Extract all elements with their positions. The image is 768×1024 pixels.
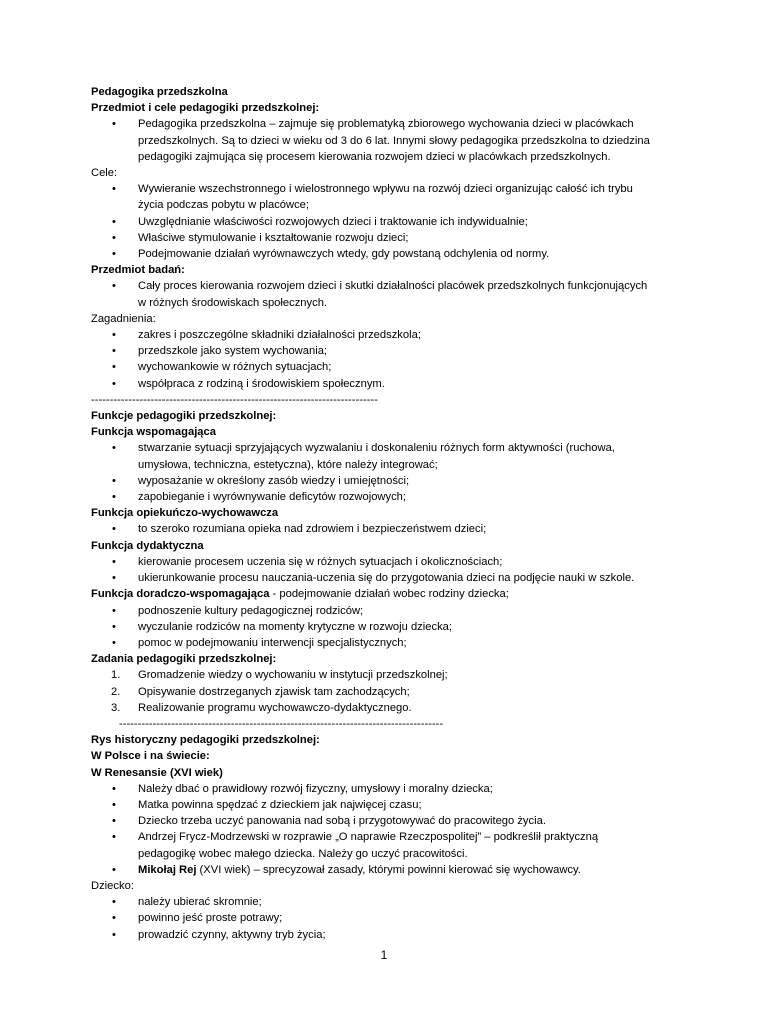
bullet-marker: • xyxy=(112,280,116,293)
item-text: Podejmowanie działań wyrównawczych wtedy, gdy powstaną odchylenia od normy. xyxy=(138,248,550,261)
bullet-marker: • xyxy=(112,604,116,617)
item-text: wyposażanie w określony zasób wiedzy i umiejętności; xyxy=(138,474,410,487)
list-item xyxy=(91,619,671,635)
bullet-marker: • xyxy=(112,831,116,844)
item-text: życia podczas pobytu w placówce; xyxy=(138,199,310,212)
item-text: Andrzej Frycz-Modrzewski w rozprawie „O naprawie Rzeczpospolitej” – podkreślił praktyczną xyxy=(138,831,599,844)
list-item xyxy=(91,570,671,586)
bullet-marker: • xyxy=(112,248,116,261)
list-item xyxy=(91,927,671,943)
list-item xyxy=(91,359,671,375)
list-item xyxy=(91,829,671,861)
label: Dziecko: xyxy=(91,879,134,892)
item-text: Cały proces kierowania rozwojem dzieci i skutki działalności placówek przedszkolnych funkcjonujących xyxy=(138,280,648,293)
subheading: Funkcja wspomagająca xyxy=(91,426,216,439)
subheading: Funkcja opiekuńczo-wychowawcza xyxy=(91,507,279,520)
document-body xyxy=(91,84,671,943)
item-text: wychowankowie w różnych sytuacjach; xyxy=(138,361,332,374)
section-heading: Funkcje pedagogiki przedszkolnej: xyxy=(91,410,277,423)
document-title: Pedagogika przedszkolna xyxy=(91,86,228,98)
item-text: zakres i poszczególne składniki działalności przedszkola; xyxy=(138,329,421,342)
list-number: 1. xyxy=(111,669,121,682)
list-item xyxy=(91,862,671,878)
list-item xyxy=(91,376,671,392)
list-item xyxy=(91,635,671,651)
bullet-marker: • xyxy=(112,118,116,131)
list-item xyxy=(91,603,671,619)
separator-line: ----------------------------------------------------------------------------- xyxy=(91,393,378,406)
list-item xyxy=(91,246,671,262)
subheading: Przedmiot badań: xyxy=(91,264,185,277)
item-text: Gromadzenie wiedzy o wychowaniu w instytucji przedszkolnej; xyxy=(138,669,448,682)
list-item xyxy=(91,181,671,213)
bullet-marker: • xyxy=(112,782,116,795)
subheading: Funkcja dydaktyczna xyxy=(91,539,204,552)
list-item xyxy=(91,813,671,829)
subheading: Zadania pedagogiki przedszkolnej: xyxy=(91,653,277,666)
bullet-marker: • xyxy=(112,815,116,828)
item-text: pedagogikę wobec małego dziecka. Należy go uczyć pracowitości. xyxy=(138,847,468,860)
list-item xyxy=(91,230,671,246)
item-text: umysłowa, techniczna, estetyczna), które należy integrować; xyxy=(138,458,438,471)
item-text: Dziecko trzeba uczyć panowania nad sobą i przygotowywać do pracowitego życia. xyxy=(138,815,546,828)
bullet-marker: • xyxy=(112,329,116,342)
list-item xyxy=(91,343,671,359)
item-text: w różnych środowiskach społecznych. xyxy=(138,296,328,309)
item-text-rest: (XVI wiek) – sprecyzował zasady, którymi powinni kierować się wychowawcy. xyxy=(196,863,581,876)
bullet-marker: • xyxy=(112,523,116,536)
item-text: pedagogiki zajmująca się procesem kierowania rozwojem dzieci w placówkach przedszkolnych. xyxy=(138,150,611,163)
item-text: pomoc w podejmowaniu interwencji specjalistycznych; xyxy=(138,636,407,649)
list-item xyxy=(91,440,671,472)
list-item xyxy=(91,473,671,489)
list-item xyxy=(91,214,671,230)
item-text: Należy dbać o prawidłowy rozwój fizyczny, umysłowy i moralny dziecka; xyxy=(138,782,493,795)
bullet-marker: • xyxy=(112,377,116,390)
bullet-marker: • xyxy=(112,912,116,925)
item-text: to szeroko rozumiana opieka nad zdrowiem i bezpieczeństwem dzieci; xyxy=(138,523,487,536)
list-number: 2. xyxy=(111,685,121,698)
list-item xyxy=(91,910,671,926)
item-text: Realizowanie programu wychowawczo-dydaktycznego. xyxy=(138,701,412,714)
list-number: 3. xyxy=(111,701,121,714)
page-number: 1 xyxy=(380,948,388,962)
bullet-marker: • xyxy=(112,636,116,649)
section-heading: Przedmiot i cele pedagogiki przedszkolnej: xyxy=(91,102,320,115)
bullet-marker: • xyxy=(112,215,116,228)
subheading-row xyxy=(91,586,671,602)
bullet-marker: • xyxy=(112,183,116,196)
separator-line: --------------------------------------------------------------------------------------- xyxy=(119,717,444,730)
bullet-marker: • xyxy=(112,798,116,811)
list-item xyxy=(91,278,671,310)
item-text: stwarzanie sytuacji sprzyjających wyzwalaniu i doskonaleniu różnych form aktywności (ruchowa, xyxy=(138,442,615,455)
bullet-marker: • xyxy=(112,231,116,244)
item-text: Właściwe stymulowanie i kształtowanie rozwoju dzieci; xyxy=(138,231,409,244)
item-text: ukierunkowanie procesu nauczania-uczenia się do przygotowania dzieci na podjęcie nauki w szkole. xyxy=(138,572,635,585)
bullet-marker: • xyxy=(112,345,116,358)
subheading-description: - podejmowanie działań wobec rodziny dziecka; xyxy=(269,588,509,601)
item-text: przedszkole jako system wychowania; xyxy=(138,345,328,358)
list-item xyxy=(91,489,671,505)
item-text: Wywieranie wszechstronnego i wielostronnego wpływu na rozwój dzieci organizując całość ich trybu xyxy=(138,183,633,196)
item-text: należy ubierać skromnie; xyxy=(138,896,262,909)
bullet-marker: • xyxy=(112,474,116,487)
item-text: kierowanie procesem uczenia się w różnych sytuacjach i okolicznościach; xyxy=(138,555,503,568)
item-text: Opisywanie dostrzeganych zjawisk tam zachodzących; xyxy=(138,685,410,698)
item-text: współpraca z rodziną i środowiskiem społecznym. xyxy=(138,377,385,390)
bullet-marker: • xyxy=(112,555,116,568)
item-text: Uwzględnianie właściwości rozwojowych dzieci i traktowanie ich indywidualnie; xyxy=(138,215,528,228)
item-text: przedszkolnych. Są to dzieci w wieku od 3 do 6 lat. Innymi słowy pedagogika przedszkolna to dziedzina xyxy=(138,134,650,147)
list-item xyxy=(91,894,671,910)
subheading: W Polsce i na świecie: xyxy=(91,750,210,763)
subheading: Funkcja doradczo-wspomagająca xyxy=(91,588,270,601)
list-item xyxy=(91,554,671,570)
item-text: prowadzić czynny, aktywny tryb życia; xyxy=(138,928,326,941)
section-heading: Rys historyczny pedagogiki przedszkolnej: xyxy=(91,734,320,747)
list-item xyxy=(91,797,671,813)
bullet-marker: • xyxy=(112,491,116,504)
bullet-marker: • xyxy=(112,442,116,455)
numbered-item xyxy=(91,667,671,683)
item-text: zapobieganie i wyrównywanie deficytów rozwojowych; xyxy=(138,491,407,504)
bullet-marker: • xyxy=(112,896,116,909)
bullet-marker: • xyxy=(112,863,116,876)
bullet-marker: • xyxy=(112,928,116,941)
list-item xyxy=(91,327,671,343)
item-text: podnoszenie kultury pedagogicznej rodziców; xyxy=(138,604,364,617)
label: Cele: xyxy=(91,167,118,180)
numbered-item xyxy=(91,684,671,700)
subheading: W Renesansie (XVI wiek) xyxy=(91,766,223,779)
label: Zagadnienia: xyxy=(91,312,156,325)
item-text: powinno jeść proste potrawy; xyxy=(138,912,283,925)
list-item xyxy=(91,781,671,797)
numbered-item xyxy=(91,700,671,716)
item-text: wyczulanie rodziców na momenty krytyczne w rozwoju dziecka; xyxy=(138,620,452,633)
bullet-marker: • xyxy=(112,572,116,585)
item-text: Matka powinna spędzać z dzieckiem jak najwięcej czasu; xyxy=(138,798,422,811)
item-text: Pedagogika przedszkolna – zajmuje się problematyką zbiorowego wychowania dzieci w placówkach xyxy=(138,118,634,131)
person-name: Mikołaj Rej xyxy=(138,863,197,876)
list-item xyxy=(91,521,671,537)
list-item xyxy=(91,116,671,165)
bullet-marker: • xyxy=(112,620,116,633)
item-text xyxy=(138,862,671,878)
bullet-marker: • xyxy=(112,361,116,374)
